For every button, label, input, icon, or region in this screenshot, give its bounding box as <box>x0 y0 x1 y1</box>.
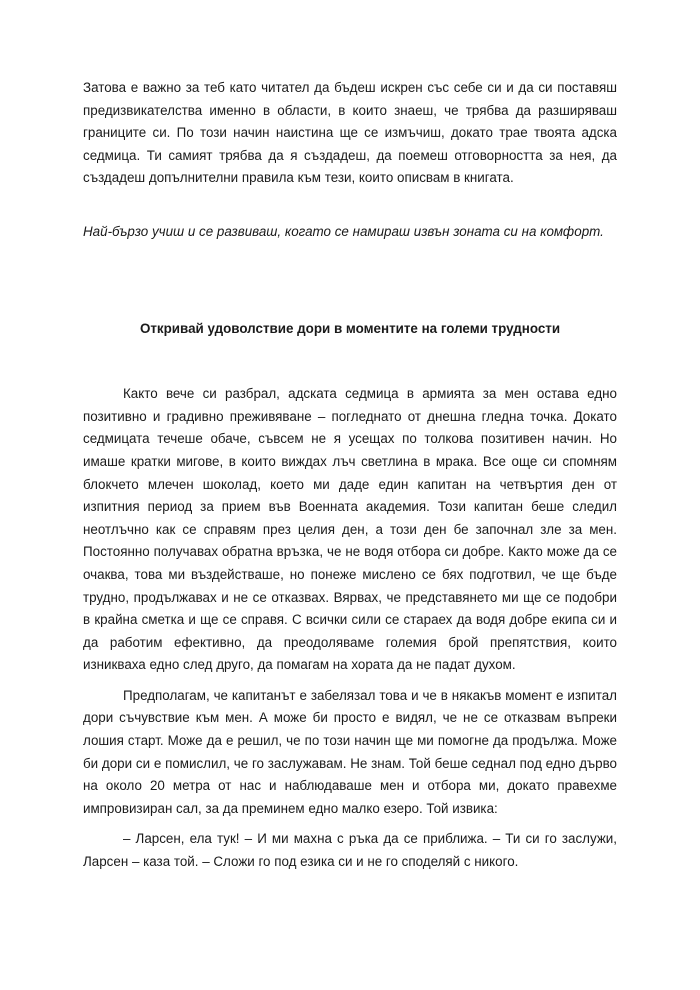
intro-paragraph: Затова е важно за теб като читател да бъдеш искрен със себе си и да си поставяш предизвикателства именно в области, в които знаеш, че трябва да разширяваш границите си. По този начин наистина ще се измъчиш, докато трае твоята адска седмица. Ти самият трябва да я създадеш, да поемеш отговорността за нея, да създадеш допълнителни правила към тези, които описвам в книгата. <box>83 80 617 186</box>
body-paragraph-3: – Ларсен, ела тук! – И ми махна с ръка да се приближа. – Ти си го заслужи, Ларсен – каза той. – Сложи го под езика си и не го споделяй с никого. <box>83 831 617 870</box>
section-heading: Откривай удоволствие дори в моментите на големи трудности <box>139 320 561 336</box>
page-content <box>83 77 617 874</box>
body-paragraph-1: Както вече си разбрал, адската седмица в армията за мен остава едно позитивно и градивно преживяване – погледнато от днешна гледна точка. Докато седмицата течеше обаче, съвсем не я усещах по толкова позитивен начин. Но имаше кратки мигове, в които виждах лъч светлина в мрака. Все още си спомням блокчето млечен шоколад, което ми даде един капитан на четвъртия ден от изпитния период за прием във Военната академия. Този капитан беше следил неотлъчно как се справям през целия ден, а този ден бе започнал зле за мен. Постоянно получавах обратна връзка, че не водя отбора си добре. Както може да се очаква, това ми въздействаше, но понеже мислено се бях подготвил, че ще бъде трудно, продължавах и не се отказвах. Вярвах, че представянето ми ще се подобри в крайна сметка и ще се справя. С всички сили се стараех да водя добре екипа си и да работим ефективно, да преодоляваме големия брой препятствия, които изникваха едно след друго, да помагам на хората да не падат духом. <box>83 386 617 673</box>
italic-quote: Най-бързо учиш и се развиваш, когато се намираш извън зоната си на комфорт. <box>83 223 604 239</box>
body-paragraph-2: Предполагам, че капитанът е забелязал това и че в някакъв момент е изпитал дори съчувствие към мен. А може би просто е видял, че не се отказвам въпреки лошия старт. Може да е решил, че по този начин ще ми помогне да продължа. Може би дори си е помислил, че го заслужавам. Не знам. Той беше седнал под едно дърво на около 20 метра от нас и наблюдаваше мен и отбора ми, докато правехме импровизиран сал, за да преминем едно малко езеро. Той извика: <box>83 687 617 816</box>
